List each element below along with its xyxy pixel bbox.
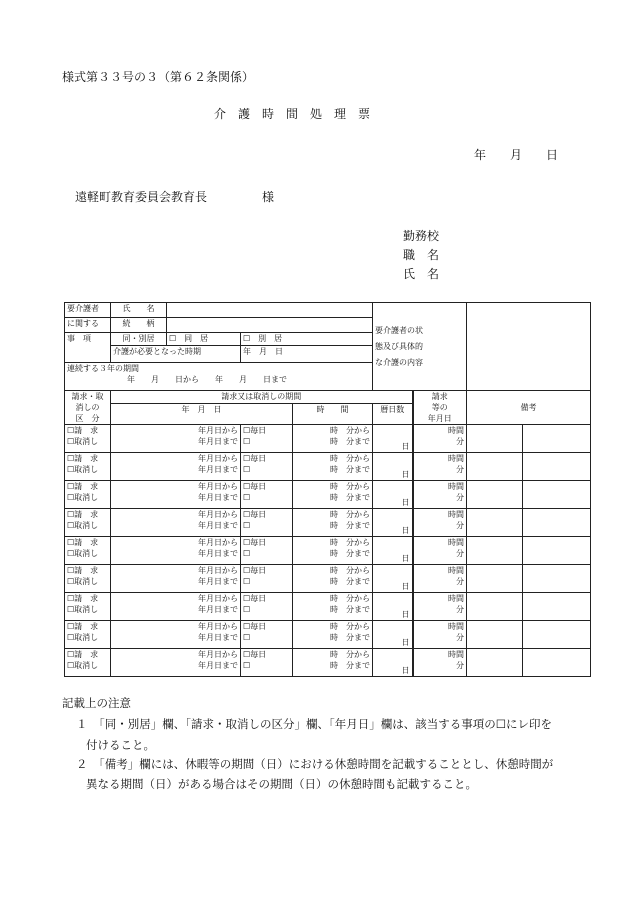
remarks-cell[interactable] [523,593,591,621]
date-to: 年月日まで [198,633,238,642]
remarks-cell[interactable] [523,425,591,453]
daily-checkbox: ☐毎日 [243,566,267,575]
cancel-checkbox: ☐取消し [67,661,99,670]
date-to: 年月日まで [198,493,238,502]
days-cell[interactable] [373,425,413,453]
daily-checkbox: ☐毎日 [243,510,267,519]
daily-cell[interactable] [241,509,293,537]
checkbox: ☐ [243,465,251,474]
request-date-cell[interactable] [467,481,523,509]
time-cell[interactable] [293,593,373,621]
actual-hours-cell[interactable] [413,537,467,565]
request-date-cell[interactable] [467,565,523,593]
note-1-line-2: 付けること。 [86,738,155,752]
date-to: 年月日まで [198,605,238,614]
care-recipient-section [65,303,591,391]
time-cell[interactable] [293,537,373,565]
time-cell[interactable] [293,453,373,481]
recipient-group-label-1: 要介護者 [65,303,111,318]
date-cell[interactable] [111,649,241,677]
category-cell[interactable] [65,453,111,481]
date-to: 年月日まで [198,549,238,558]
recipient-group-label-3: 事 項 [65,333,111,363]
condition-label-3: な介護の内容 [375,357,423,367]
daily-cell[interactable] [241,649,293,677]
cancel-checkbox: ☐取消し [67,605,99,614]
care-needed-label: 介護が必要となった時期 [111,346,241,363]
checkbox: ☐ [243,493,251,502]
period-section [65,391,591,425]
time-from: 時 分から [330,622,370,631]
entry-row [65,509,591,537]
date-from: 年月日から [198,622,238,631]
page-title: 介 護 時 間 処 理 票 [214,107,371,121]
actual-hours-cell[interactable] [413,481,467,509]
remarks-cell[interactable] [523,537,591,565]
days-cell[interactable] [373,481,413,509]
time-to: 時 分まで [330,521,370,530]
daily-cell[interactable] [241,537,293,565]
time-to: 時 分まで [330,633,370,642]
time-to: 時 分まで [330,661,370,670]
date-to: 年月日まで [198,661,238,670]
time-to: 時 分まで [330,549,370,558]
remarks-cell[interactable] [523,565,591,593]
request-date-cell[interactable] [467,509,523,537]
day-unit: 日 [401,610,410,619]
time-cell[interactable] [293,649,373,677]
request-date-header-2: 等の [431,403,448,412]
request-checkbox: ☐請 求 [67,594,99,603]
remarks-cell[interactable] [523,649,591,677]
checkbox: ☐ [243,549,251,558]
time-to: 時 分まで [330,437,370,446]
addressee: 遠軽町教育委員会教育長 [75,190,208,204]
day-unit: 日 [401,582,410,591]
daily-checkbox: ☐毎日 [243,594,267,603]
hours-unit: 時間 [448,650,464,659]
category-cell[interactable] [65,481,111,509]
time-cell[interactable] [293,481,373,509]
category-cell[interactable] [65,537,111,565]
recipient-name-field[interactable] [167,303,373,318]
time-from: 時 分から [330,650,370,659]
time-cell[interactable] [293,509,373,537]
remarks-cell[interactable] [523,453,591,481]
date-cell[interactable] [111,425,241,453]
minutes-unit: 分 [456,493,464,502]
note-1-line-1: １ 「同・別居」欄、「請求・取消しの区分」欄、「年月日」欄は、該当する事項の☐にレ印を [76,717,553,731]
date-cell[interactable] [111,565,241,593]
category-header-2: 消しの [75,403,100,412]
daily-checkbox: ☐毎日 [243,454,267,463]
days-cell[interactable] [373,509,413,537]
request-checkbox: ☐請 求 [67,426,99,435]
request-date-cell[interactable] [467,453,523,481]
day-unit: 日 [401,666,410,675]
notes-heading: 記載上の注意 [62,696,131,710]
minutes-unit: 分 [456,521,464,530]
request-date-header-3: 年月日 [427,414,452,423]
checkbox: ☐ [243,521,251,530]
entry-row [65,425,591,453]
category-header-1: 請求・取 [71,392,104,401]
date-cell[interactable] [111,537,241,565]
time-to: 時 分まで [330,465,370,474]
remarks-cell[interactable] [523,481,591,509]
days-cell[interactable] [373,453,413,481]
remarks-cell[interactable] [523,621,591,649]
minutes-unit: 分 [456,437,464,446]
entry-row [65,565,591,593]
note-2-line-1: ２ 「備考」欄には、休暇等の期間（日）における休憩時間を記載することとし、休憩時間が [76,757,554,771]
days-cell[interactable] [373,649,413,677]
request-date-cell[interactable] [467,537,523,565]
daily-checkbox: ☐毎日 [243,426,267,435]
condition-field[interactable] [467,303,591,391]
condition-label-1: 要介護者の状 [375,325,423,335]
days-cell[interactable] [373,565,413,593]
request-checkbox: ☐請 求 [67,566,99,575]
date-to: 年月日まで [198,437,238,446]
date-cell[interactable] [111,453,241,481]
minutes-unit: 分 [456,577,464,586]
time-from: 時 分から [330,566,370,575]
request-checkbox: ☐請 求 [67,482,99,491]
category-cell[interactable] [65,425,111,453]
period-label: 連続する３年の期間 [67,364,139,373]
relation-label: 続 柄 [111,318,167,333]
cancel-checkbox: ☐取消し [67,577,99,586]
checkbox: ☐ [243,605,251,614]
day-unit: 日 [401,498,410,507]
daily-checkbox: ☐毎日 [243,622,267,631]
time-from: 時 分から [330,510,370,519]
request-checkbox: ☐請 求 [67,510,99,519]
day-unit: 日 [401,638,410,647]
request-date-cell[interactable] [467,425,523,453]
actual-hours-cell[interactable] [413,453,467,481]
actual-hours-cell[interactable] [413,565,467,593]
daily-cell[interactable] [241,425,293,453]
minutes-unit: 分 [456,605,464,614]
note-2-line-2: 異なる期間（日）がある場合はその期間（日）の休憩時間も記載すること。 [86,777,477,791]
daily-cell[interactable] [241,453,293,481]
hours-unit: 時間 [448,510,464,519]
daily-cell[interactable] [241,481,293,509]
hours-unit: 時間 [448,454,464,463]
request-date-cell[interactable] [467,621,523,649]
category-cell[interactable] [65,621,111,649]
time-cell[interactable] [293,565,373,593]
name-label: 氏 名 [403,267,440,281]
minutes-unit: 分 [456,549,464,558]
minutes-unit: 分 [456,465,464,474]
daily-checkbox: ☐毎日 [243,650,267,659]
time-from: 時 分から [330,538,370,547]
date-from: 年月日から [198,454,238,463]
entry-row [65,593,591,621]
date-to: 年月日まで [198,577,238,586]
date-from: 年月日から [198,650,238,659]
same-residence-checkbox[interactable]: ☐ 同 居 [167,333,241,346]
daily-checkbox: ☐毎日 [243,538,267,547]
request-checkbox: ☐請 求 [67,622,99,631]
date-header: 年 月 日 [111,404,293,425]
date-cell[interactable] [111,509,241,537]
period-header: 請求又は取消しの期間 [111,391,413,404]
date-cell[interactable] [111,593,241,621]
daily-checkbox: ☐毎日 [243,482,267,491]
entry-row [65,453,591,481]
date-from: 年月日から [198,482,238,491]
request-date-header-1: 請求 [431,392,448,401]
days-cell[interactable] [373,537,413,565]
remarks-header: 備考 [467,391,591,425]
care-time-form-table [64,302,591,677]
time-to: 時 分まで [330,605,370,614]
checkbox: ☐ [243,661,251,670]
date-from: 年月日から [198,510,238,519]
relation-field[interactable] [167,318,373,333]
hours-unit: 時間 [448,426,464,435]
entry-row [65,481,591,509]
category-cell[interactable] [65,649,111,677]
actual-hours-cell[interactable] [413,593,467,621]
entry-row [65,621,591,649]
minutes-unit: 分 [456,633,464,642]
daily-cell[interactable] [241,565,293,593]
category-cell[interactable] [65,509,111,537]
cancel-checkbox: ☐取消し [67,465,99,474]
cancel-checkbox: ☐取消し [67,633,99,642]
actual-hours-cell[interactable] [413,621,467,649]
time-header: 時 間 [293,404,373,425]
hours-unit: 時間 [448,538,464,547]
request-date-cell[interactable] [467,593,523,621]
checkbox: ☐ [243,437,251,446]
entry-rows [65,425,591,677]
residence-label: 同・別居 [111,333,167,346]
cancel-checkbox: ☐取消し [67,437,99,446]
date-from: 年月日から [198,594,238,603]
date-to: 年月日まで [198,521,238,530]
minutes-unit: 分 [456,661,464,670]
request-date-cell[interactable] [467,649,523,677]
date-cell[interactable] [111,621,241,649]
date-from: 年月日から [198,426,238,435]
actual-hours-cell[interactable] [413,509,467,537]
time-from: 時 分から [330,482,370,491]
daily-cell[interactable] [241,593,293,621]
entry-row [65,537,591,565]
date-from: 年月日から [198,538,238,547]
date-to: 年月日まで [198,465,238,474]
honorific: 様 [262,190,275,204]
time-to: 時 分まで [330,577,370,586]
request-checkbox: ☐請 求 [67,650,99,659]
time-from: 時 分から [330,454,370,463]
request-checkbox: ☐請 求 [67,538,99,547]
cancel-checkbox: ☐取消し [67,549,99,558]
days-cell[interactable] [373,593,413,621]
daily-cell[interactable] [241,621,293,649]
time-from: 時 分から [330,594,370,603]
category-cell[interactable] [65,593,111,621]
hours-unit: 時間 [448,594,464,603]
cancel-checkbox: ☐取消し [67,521,99,530]
actual-hours-cell[interactable] [413,425,467,453]
hours-unit: 時間 [448,566,464,575]
period-value[interactable]: 年 月 日から 年 月 日まで [127,375,287,384]
time-from: 時 分から [330,426,370,435]
time-to: 時 分まで [330,493,370,502]
school-label: 勤務校 [403,229,440,243]
checkbox: ☐ [243,577,251,586]
date-from: 年月日から [198,566,238,575]
remarks-cell[interactable] [523,509,591,537]
day-unit: 日 [401,526,410,535]
hours-unit: 時間 [448,482,464,491]
request-checkbox: ☐請 求 [67,454,99,463]
category-header-3: 区 分 [75,414,100,423]
day-unit: 日 [401,470,410,479]
checkbox: ☐ [243,633,251,642]
form-number: 様式第３３号の３（第６２条関係） [62,70,255,84]
day-unit: 日 [401,442,410,451]
care-needed-date[interactable]: 年 月 日 [241,346,373,363]
day-unit: 日 [401,554,410,563]
actual-hours-cell[interactable] [413,649,467,677]
hours-unit: 時間 [448,622,464,631]
days-cell[interactable] [373,621,413,649]
position-label: 職 名 [403,248,440,262]
recipient-name-label: 氏 名 [111,303,167,318]
condition-label-2: 態及び具体的 [375,341,423,351]
recipient-group-label-2: に関する [65,318,111,333]
time-cell[interactable] [293,425,373,453]
days-header: 暦日数 [373,404,413,425]
category-cell[interactable] [65,565,111,593]
cancel-checkbox: ☐取消し [67,493,99,502]
entry-row [65,649,591,677]
separate-residence-checkbox[interactable]: ☐ 別 居 [241,333,373,346]
date-line: 年 月 日 [474,148,559,162]
date-cell[interactable] [111,481,241,509]
time-cell[interactable] [293,621,373,649]
